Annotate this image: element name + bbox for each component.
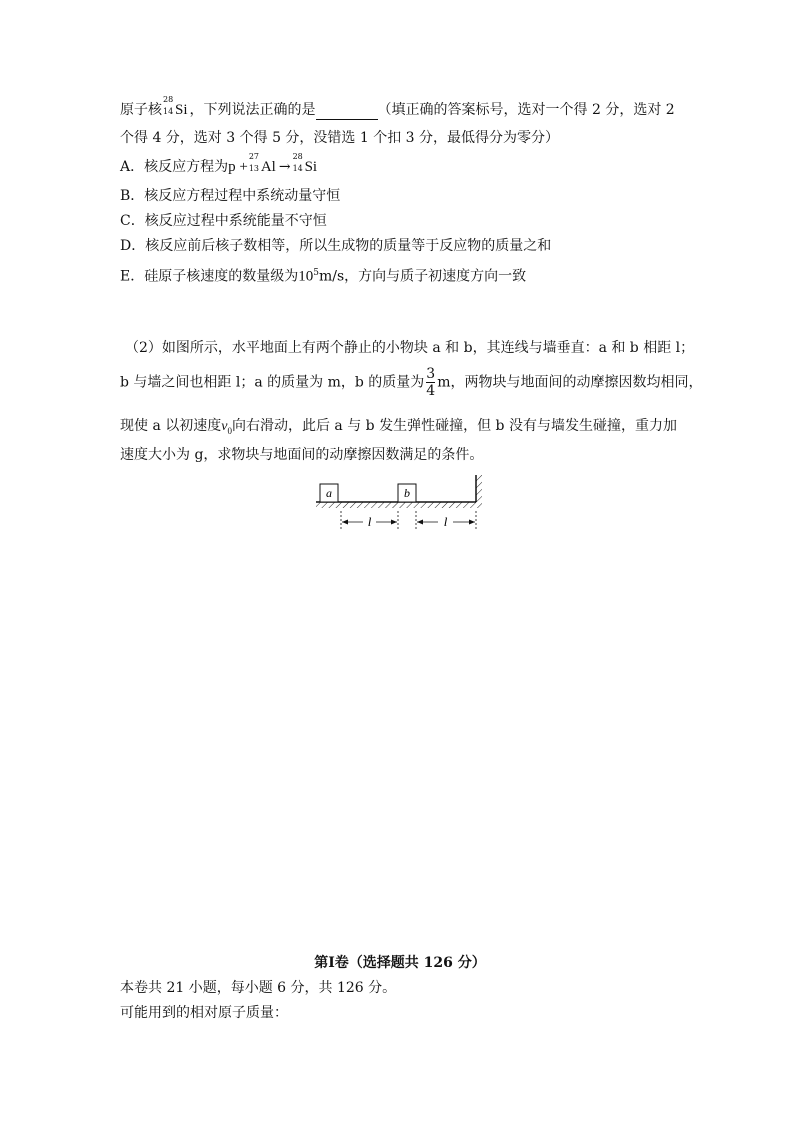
option-a: A．核反应方程为p + 27 13 Al → 28 14 Si xyxy=(120,152,318,175)
option-d: D．核反应前后核子数相等，所以生成物的质量等于反应物的质量之和 xyxy=(120,238,552,254)
q2-line1: （2）如图所示，水平地面上有两个静止的小物块 a 和 b，其连线与墙垂直：a 和 b 相距 l； xyxy=(125,340,695,356)
al-nuclide: 27 13 Al xyxy=(248,152,276,175)
q2-line4: 速度大小为 g，求物块与地面间的动摩擦因数满足的条件。 xyxy=(120,447,484,463)
si-nuclide: 28 14 Si xyxy=(163,95,188,118)
dist-label-2: l xyxy=(443,514,448,529)
block-b-label: b xyxy=(404,486,410,500)
q2-line3: 现使 a 以初速度$v_0$向右滑动，此后 a 与 b 发生弹性碰撞，但 b 没有与墙发生碰撞，重力加 xyxy=(120,418,677,436)
blocks-figure xyxy=(312,475,492,535)
ground-hatch xyxy=(316,502,476,508)
section-title: 第Ⅰ卷（选择题共 126 分） xyxy=(314,955,486,971)
arrow-icon: → xyxy=(278,159,291,175)
v0-symbol: $v_0$ xyxy=(221,419,232,436)
dist-label-1: l xyxy=(367,514,372,529)
si-nuclide-product: 28 14 Si xyxy=(292,152,318,175)
option-c: C．核反应过程中系统能量不守恒 xyxy=(120,213,327,229)
option-b: B．核反应方程过程中系统动量守恒 xyxy=(120,188,341,204)
section-line2: 可能用到的相对原子质量： xyxy=(120,1005,288,1021)
wall-hatch xyxy=(476,475,482,508)
q1-text: 原子核 xyxy=(120,102,162,118)
q1-line1: 原子核 28 14 Si ，下列说法正确的是 （填正确的答案标号，选对一个得 2 分，选对 2 xyxy=(120,95,675,118)
fraction: $\frac{3}{4}$ xyxy=(426,366,436,399)
answer-blank[interactable] xyxy=(316,105,378,120)
option-e: E．硅原子核速度的数量级为$10^5m/s$，方向与质子初速度方向一致 xyxy=(120,268,527,285)
q1-line2: 个得 4 分，选对 3 个得 5 分，没错选 1 个扣 3 分，最低得分为零分） xyxy=(120,130,560,146)
block-a-label: a xyxy=(326,486,332,500)
q2-line2: b 与墙之间也相距 l；a 的质量为 m，b 的质量为 $\frac{3}{4}$ m，两物块与地面间的动摩擦因数均相同， xyxy=(120,366,703,399)
section-line1: 本卷共 21 小题，每小题 6 分，共 126 分。 xyxy=(120,980,397,996)
